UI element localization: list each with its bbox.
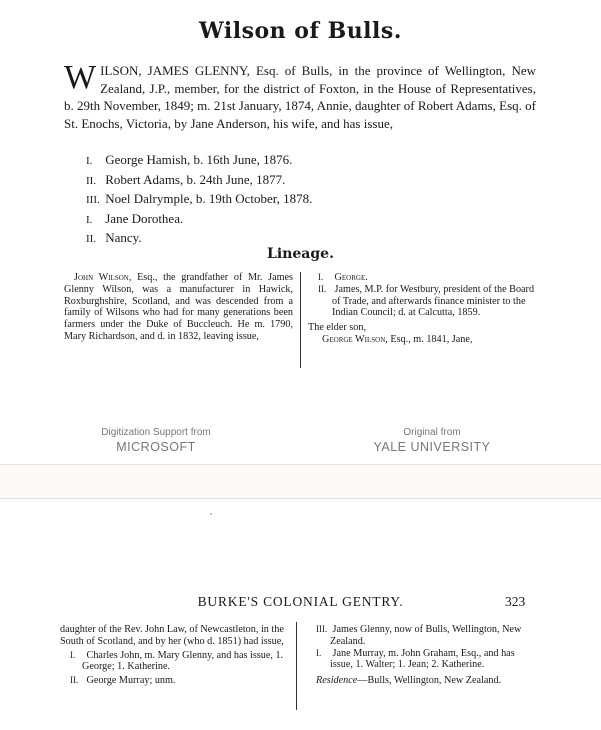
page-title: Wilson of Bulls. bbox=[199, 18, 402, 44]
list-item: II. Robert Adams, b. 24th June, 1877. bbox=[86, 171, 286, 187]
column-divider bbox=[296, 622, 297, 710]
credit-value: MICROSOFT bbox=[116, 440, 196, 454]
lineage-heading: Lineage. bbox=[267, 246, 334, 262]
list-item: II. James, M.P. for Westbury, president of the Board of Trade, and afterwards finance minister to the Indian Council; d. at Calcutta, 1859. bbox=[318, 283, 535, 319]
credit-value: YALE UNIVERSITY bbox=[373, 440, 491, 454]
children-list bbox=[86, 151, 312, 249]
page-number: 323 bbox=[505, 594, 526, 609]
scan-speck bbox=[210, 513, 212, 515]
list-item: I. George Hamish, b. 16th June, 1876. bbox=[86, 152, 293, 167]
intro-text: ILSON, JAMES GLENNY, Esq. of Bulls, in the province of Wellington, New Zealand, J.P., member, for the district of Foxton, in the House of Representatives, b. 29th November, 1849; m. 21st January, 1874, Annie, daughter of Robert Adams, Esq. of St. Enochs, Victoria, by Jane Anderson, his wife, and has issue, bbox=[64, 63, 536, 131]
page2-right-column bbox=[306, 624, 536, 687]
list-item: I. Charles John, m. Mary Glenny, and has issue, 1. George; 1. Katherine. bbox=[70, 649, 284, 673]
intro-paragraph bbox=[64, 59, 536, 132]
page-separator bbox=[0, 464, 601, 499]
george-wilson-line: George Wilson, Esq., m. 1841, Jane, bbox=[322, 333, 473, 345]
credit-label: Original from bbox=[403, 427, 461, 438]
elder-son-line: The elder son, bbox=[308, 322, 366, 334]
lineage-left-column bbox=[64, 272, 293, 343]
column-divider bbox=[300, 272, 301, 368]
list-item: I. Jane Dorothea. bbox=[86, 210, 184, 226]
list-item: III. James Glenny, now of Bulls, Wellington, New Zealand. bbox=[316, 624, 522, 647]
list-item: I. George. bbox=[318, 272, 368, 283]
lineage-name: John Wilson, bbox=[74, 272, 132, 283]
lineage-right-column bbox=[308, 272, 538, 346]
lineage-left-text: Esq., the grandfather of Mr. James Glenny Wilson, was a manufacturer in Hawick, Roxburghshire, Scotland, and was descended from a family of Wilsons who had for many generations been farmers under the Duke of Buccleuch. He m. 1790, Mary Richardson, and d. in 1832, leaving issue, bbox=[64, 272, 293, 342]
list-item: III. Noel Dalrymple, b. 19th October, 1878. bbox=[86, 191, 313, 206]
running-head: BURKE'S COLONIAL GENTRY. bbox=[197, 594, 404, 609]
residence-text: —Bulls, Wellington, New Zealand. bbox=[357, 675, 502, 687]
page2-left-text: daughter of the Rev. John Law, of Newcastleton, in the South of Scotland, and by her (who d. 1851) had issue, bbox=[60, 624, 284, 647]
credit-label: Digitization Support from bbox=[101, 427, 211, 438]
digitization-credit bbox=[56, 427, 256, 454]
list-item: I. Jane Murray, m. John Graham, Esq., and has issue, 1. Walter; 1. Jean; 2. Katherine. bbox=[316, 647, 515, 671]
residence-line bbox=[306, 675, 536, 687]
original-credit bbox=[332, 427, 532, 454]
residence-label: Residence bbox=[316, 675, 358, 687]
drop-cap: W bbox=[64, 59, 97, 96]
list-item: II. Nancy. bbox=[86, 230, 142, 245]
list-item: II. George Murray; unm. bbox=[70, 675, 176, 687]
page2-left-column bbox=[60, 624, 290, 687]
